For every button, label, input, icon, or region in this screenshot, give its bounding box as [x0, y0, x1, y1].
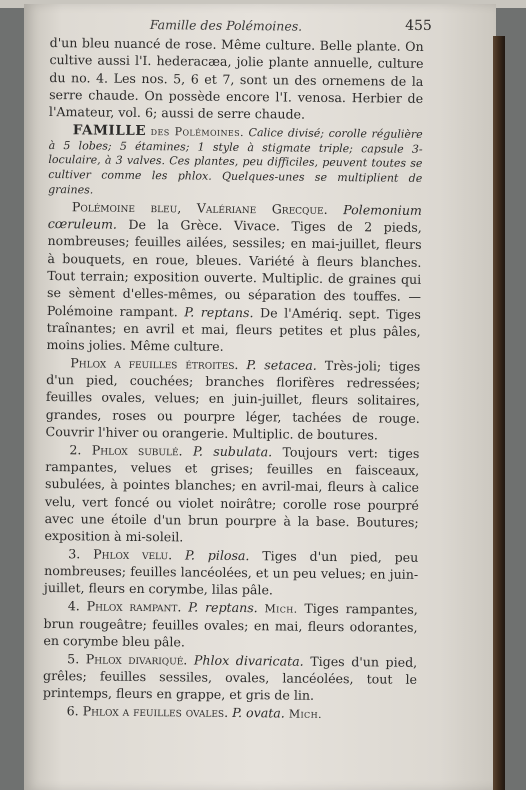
- entry-text: De la Grèce. Vivace. Tiges de 2 pieds, nombreuses; feuilles ailées, sessiles; en mai-juillet, fleurs à bouquets, en roue, bleues. Variété à fleurs blanches. Tout terrain; exposition ouverte. Multiplic. de graines qui se sèment d'elles-mêmes, ou séparation des touffes. — Polémoine rampant.: [46, 216, 422, 320]
- entry-title: Phlox divariqué.: [85, 651, 188, 668]
- entry-number: 4.: [67, 597, 80, 613]
- family-description: Calice divisé; corolle régulière à 5 lobes; 5 étamines; 1 style à stigmate triple; capsule 3-loculaire, à 3 valves. Ces plantes, peu difficiles, peuvent toutes se cultiver comme les phlox. Quelques-unes se multiplient de graines.: [48, 125, 423, 197]
- latin-name: P. pilosa.: [184, 547, 250, 563]
- family-paragraph: [48, 123, 423, 202]
- entry-title: Phlox a feuilles ovales.: [82, 703, 229, 720]
- latin-name: Phlox divaricata.: [193, 652, 304, 669]
- family-heading: FAMILLE: [72, 121, 147, 139]
- entry-polemoine: [46, 198, 422, 358]
- entry-phlox-5: [43, 650, 418, 706]
- latin-name: P. reptans.: [184, 304, 254, 320]
- entry-title: Phlox subulé.: [91, 441, 183, 458]
- entry-phlox-6: [43, 702, 417, 724]
- book-spine: [493, 36, 505, 790]
- entry-text: Tiges rampantes, brun rougeâtre; feuilles ovales; en mai, fleurs odorantes, en corymbe bleu pâle.: [43, 600, 418, 650]
- family-heading-suffix: des Polémoines.: [150, 124, 244, 139]
- entry-text: Tiges d'un pied, grêles; feuilles sessiles, ovales, lancéolées, tout le printemps, fleurs en grappe, et gris de lin.: [42, 653, 418, 704]
- entry-title: Phlox a feuilles étroites.: [70, 355, 239, 372]
- entry-title: Phlox velu.: [93, 546, 173, 562]
- entry-phlox-3: [44, 545, 419, 601]
- running-title: Famille des Polémoines.: [149, 17, 303, 34]
- entry-text: De l'Amériq. sept. Tiges traînantes; en avril et mai, fleurs petites et plus pâles, moins jolies. Même culture.: [46, 304, 421, 355]
- paragraph-text: d'un bleu nuancé de rose. Même culture. Belle plante. On cultive aussi l'I. hederacæa, jolie plante annuelle, culture du no. 4. Les nos. 5, 6 et 7, sont un des ornemens de la serre chaude. On possède encore l'I. venosa. Herbier de l'Amateur, vol. 6; aussi de serre chaude.: [48, 34, 424, 123]
- latin-name: Polemonium cœruleum.: [47, 201, 423, 232]
- entry-number: 5.: [67, 650, 80, 666]
- entry-text: Toujours vert: tiges rampantes, velues et grises; feuilles en faisceaux, subulées, à pointes blanches; en avril-mai, fleurs à calice velu, vert foncé ou violet noirâtre; corolle rose pourpré avec une étoile d'un brun pourpre à la base. Boutures; exposition à mi-soleil.: [44, 443, 420, 545]
- page-header: [50, 12, 432, 38]
- entry-phlox-4: [43, 597, 418, 654]
- latin-name: P. subulata.: [192, 443, 273, 459]
- latin-name: P. reptans.: [188, 599, 258, 615]
- latin-name: P. ovata.: [232, 704, 285, 721]
- author-abbrev: Mich.: [288, 707, 322, 721]
- entry-number: 3.: [68, 545, 81, 561]
- entry-phlox-1: [46, 354, 421, 445]
- entry-text: Très-joli; tiges d'un pied, couchées; branches florifères redressées; feuilles ovales, velues; en juin-juillet, fleurs solitaires, grandes, roses ou pourpre léger, tachées de rouge. Couvrir l'hiver ou orangerie. Multiplic. de boutures.: [45, 357, 421, 443]
- page-text: [42, 12, 432, 724]
- entry-phlox-2: [44, 440, 419, 548]
- entry-number: 2.: [69, 441, 82, 457]
- entry-title: Polémoine bleu, Valériane Grecque.: [71, 198, 328, 217]
- entry-title: Phlox rampant.: [86, 598, 182, 615]
- author-abbrev: Mich.: [264, 601, 298, 616]
- entry-text: Tiges d'un pied, peu nombreuses; feuilles lancéolées, et un peu velues; en juin-juillet, fleurs en corymbe, lilas pâle.: [43, 547, 419, 598]
- latin-name: P. setacea.: [246, 356, 317, 373]
- paragraph-continuation: [49, 34, 424, 125]
- entry-number: 6.: [66, 702, 79, 719]
- page-number: 455: [405, 17, 432, 34]
